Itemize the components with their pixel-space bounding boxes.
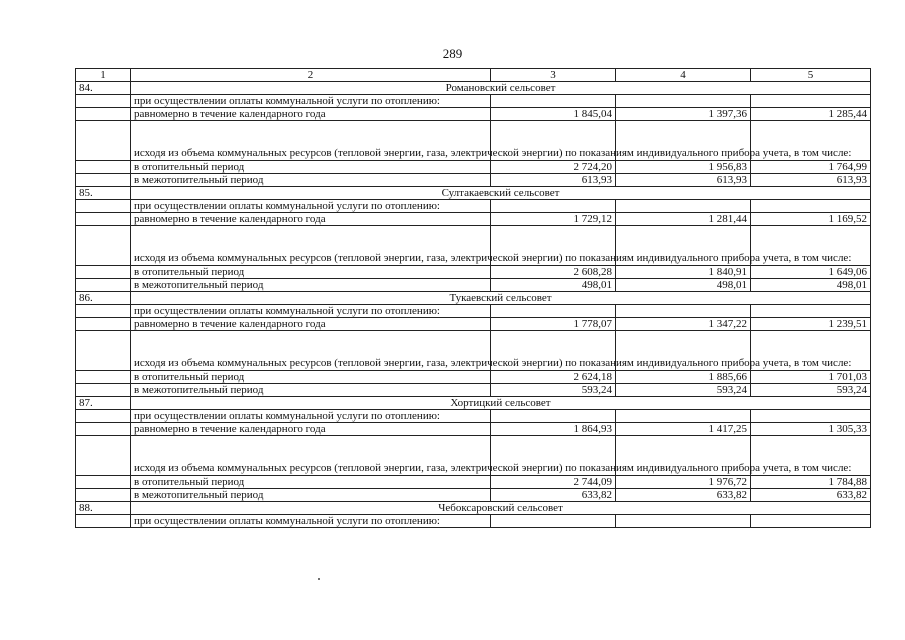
value-cell: 2 744,09 xyxy=(491,476,616,489)
heating-label: в отопительный период xyxy=(131,161,491,174)
table-row xyxy=(76,371,871,384)
table-row xyxy=(76,121,871,161)
table-row xyxy=(76,423,871,436)
table-row xyxy=(76,161,871,174)
volume-label: исходя из объема коммунальных ресурсов (тепловой энергии, газа, электрической энергии) по показаниям индивидуального прибора учета, в том числе: xyxy=(131,331,491,371)
table-row xyxy=(76,305,871,318)
header-cell: 2 xyxy=(131,69,491,82)
even-label: равномерно в течение календарного года xyxy=(131,213,491,226)
payment-line: при осуществлении оплаты коммунальной услуги по отоплению: xyxy=(131,95,491,108)
value-cell: 498,01 xyxy=(491,279,616,292)
header-cell: 1 xyxy=(76,69,131,82)
table-row xyxy=(76,384,871,397)
value-cell: 498,01 xyxy=(616,279,751,292)
table-row xyxy=(76,489,871,502)
value-cell: 633,82 xyxy=(751,489,871,502)
section-number: 86. xyxy=(76,292,131,305)
value-cell: 593,24 xyxy=(491,384,616,397)
value-cell: 2 608,28 xyxy=(491,266,616,279)
section-title-row xyxy=(76,397,871,410)
table-row xyxy=(76,200,871,213)
value-cell: 1 417,25 xyxy=(616,423,751,436)
header-row xyxy=(76,69,871,82)
interheating-label: в межотопительный период xyxy=(131,279,491,292)
value-cell: 1 347,22 xyxy=(616,318,751,331)
payment-line: при осуществлении оплаты коммунальной услуги по отоплению: xyxy=(131,200,491,213)
interheating-label: в межотопительный период xyxy=(131,384,491,397)
table-row xyxy=(76,436,871,476)
value-cell: 593,24 xyxy=(616,384,751,397)
header-cell: 5 xyxy=(751,69,871,82)
value-cell: 1 840,91 xyxy=(616,266,751,279)
value-cell: 1 784,88 xyxy=(751,476,871,489)
value-cell: 1 764,99 xyxy=(751,161,871,174)
table-row xyxy=(76,279,871,292)
even-label: равномерно в течение календарного года xyxy=(131,318,491,331)
value-cell: 1 778,07 xyxy=(491,318,616,331)
value-cell: 613,93 xyxy=(616,174,751,187)
section-number: 85. xyxy=(76,187,131,200)
payment-line: при осуществлении оплаты коммунальной услуги по отоплению: xyxy=(131,410,491,423)
scan-speck xyxy=(318,578,320,580)
table-row xyxy=(76,476,871,489)
table-row xyxy=(76,174,871,187)
header-cell: 4 xyxy=(616,69,751,82)
value-cell: 1 956,83 xyxy=(616,161,751,174)
value-cell: 593,24 xyxy=(751,384,871,397)
value-cell: 1 976,72 xyxy=(616,476,751,489)
value-cell: 613,93 xyxy=(751,174,871,187)
table-row xyxy=(76,226,871,266)
section-title-row xyxy=(76,187,871,200)
table-row xyxy=(76,266,871,279)
payment-line: при осуществлении оплаты коммунальной услуги по отоплению: xyxy=(131,305,491,318)
value-cell: 1 305,33 xyxy=(751,423,871,436)
value-cell: 1 281,44 xyxy=(616,213,751,226)
tariff-table xyxy=(75,68,871,528)
volume-label: исходя из объема коммунальных ресурсов (тепловой энергии, газа, электрической энергии) по показаниям индивидуального прибора учета, в том числе: xyxy=(131,226,491,266)
section-number: 87. xyxy=(76,397,131,410)
volume-label: исходя из объема коммунальных ресурсов (тепловой энергии, газа, электрической энергии) по показаниям индивидуального прибора учета, в том числе: xyxy=(131,121,491,161)
region-name: Хортицкий сельсовет xyxy=(131,397,871,410)
value-cell: 1 397,36 xyxy=(616,108,751,121)
value-cell: 1 239,51 xyxy=(751,318,871,331)
table-row xyxy=(76,515,871,528)
table-row xyxy=(76,213,871,226)
section-title-row xyxy=(76,82,871,95)
even-label: равномерно в течение календарного года xyxy=(131,423,491,436)
region-name: Султакаевский сельсовет xyxy=(131,187,871,200)
value-cell: 2 724,20 xyxy=(491,161,616,174)
heating-label: в отопительный период xyxy=(131,371,491,384)
section-title-row xyxy=(76,502,871,515)
value-cell: 613,93 xyxy=(491,174,616,187)
value-cell: 1 649,06 xyxy=(751,266,871,279)
value-cell: 1 285,44 xyxy=(751,108,871,121)
heating-label: в отопительный период xyxy=(131,266,491,279)
value-cell: 1 864,93 xyxy=(491,423,616,436)
section-title-row xyxy=(76,292,871,305)
value-cell: 1 845,04 xyxy=(491,108,616,121)
region-name: Тукаевский сельсовет xyxy=(131,292,871,305)
table-row xyxy=(76,331,871,371)
value-cell: 633,82 xyxy=(491,489,616,502)
value-cell: 2 624,18 xyxy=(491,371,616,384)
table-row xyxy=(76,95,871,108)
even-label: равномерно в течение календарного года xyxy=(131,108,491,121)
payment-line: при осуществлении оплаты коммунальной услуги по отоплению: xyxy=(131,515,491,528)
region-name: Чебоксаровский сельсовет xyxy=(131,502,871,515)
section-number: 84. xyxy=(76,82,131,95)
section-number: 88. xyxy=(76,502,131,515)
interheating-label: в межотопительный период xyxy=(131,489,491,502)
value-cell: 1 885,66 xyxy=(616,371,751,384)
value-cell: 498,01 xyxy=(751,279,871,292)
value-cell: 633,82 xyxy=(616,489,751,502)
header-cell: 3 xyxy=(491,69,616,82)
table-row xyxy=(76,108,871,121)
region-name: Романовский сельсовет xyxy=(131,82,871,95)
table-row xyxy=(76,410,871,423)
volume-label: исходя из объема коммунальных ресурсов (тепловой энергии, газа, электрической энергии) по показаниям индивидуального прибора учета, в том числе: xyxy=(131,436,491,476)
page-number: 289 xyxy=(442,46,463,61)
table-row xyxy=(76,318,871,331)
interheating-label: в межотопительный период xyxy=(131,174,491,187)
value-cell: 1 169,52 xyxy=(751,213,871,226)
value-cell: 1 729,12 xyxy=(491,213,616,226)
heating-label: в отопительный период xyxy=(131,476,491,489)
value-cell: 1 701,03 xyxy=(751,371,871,384)
